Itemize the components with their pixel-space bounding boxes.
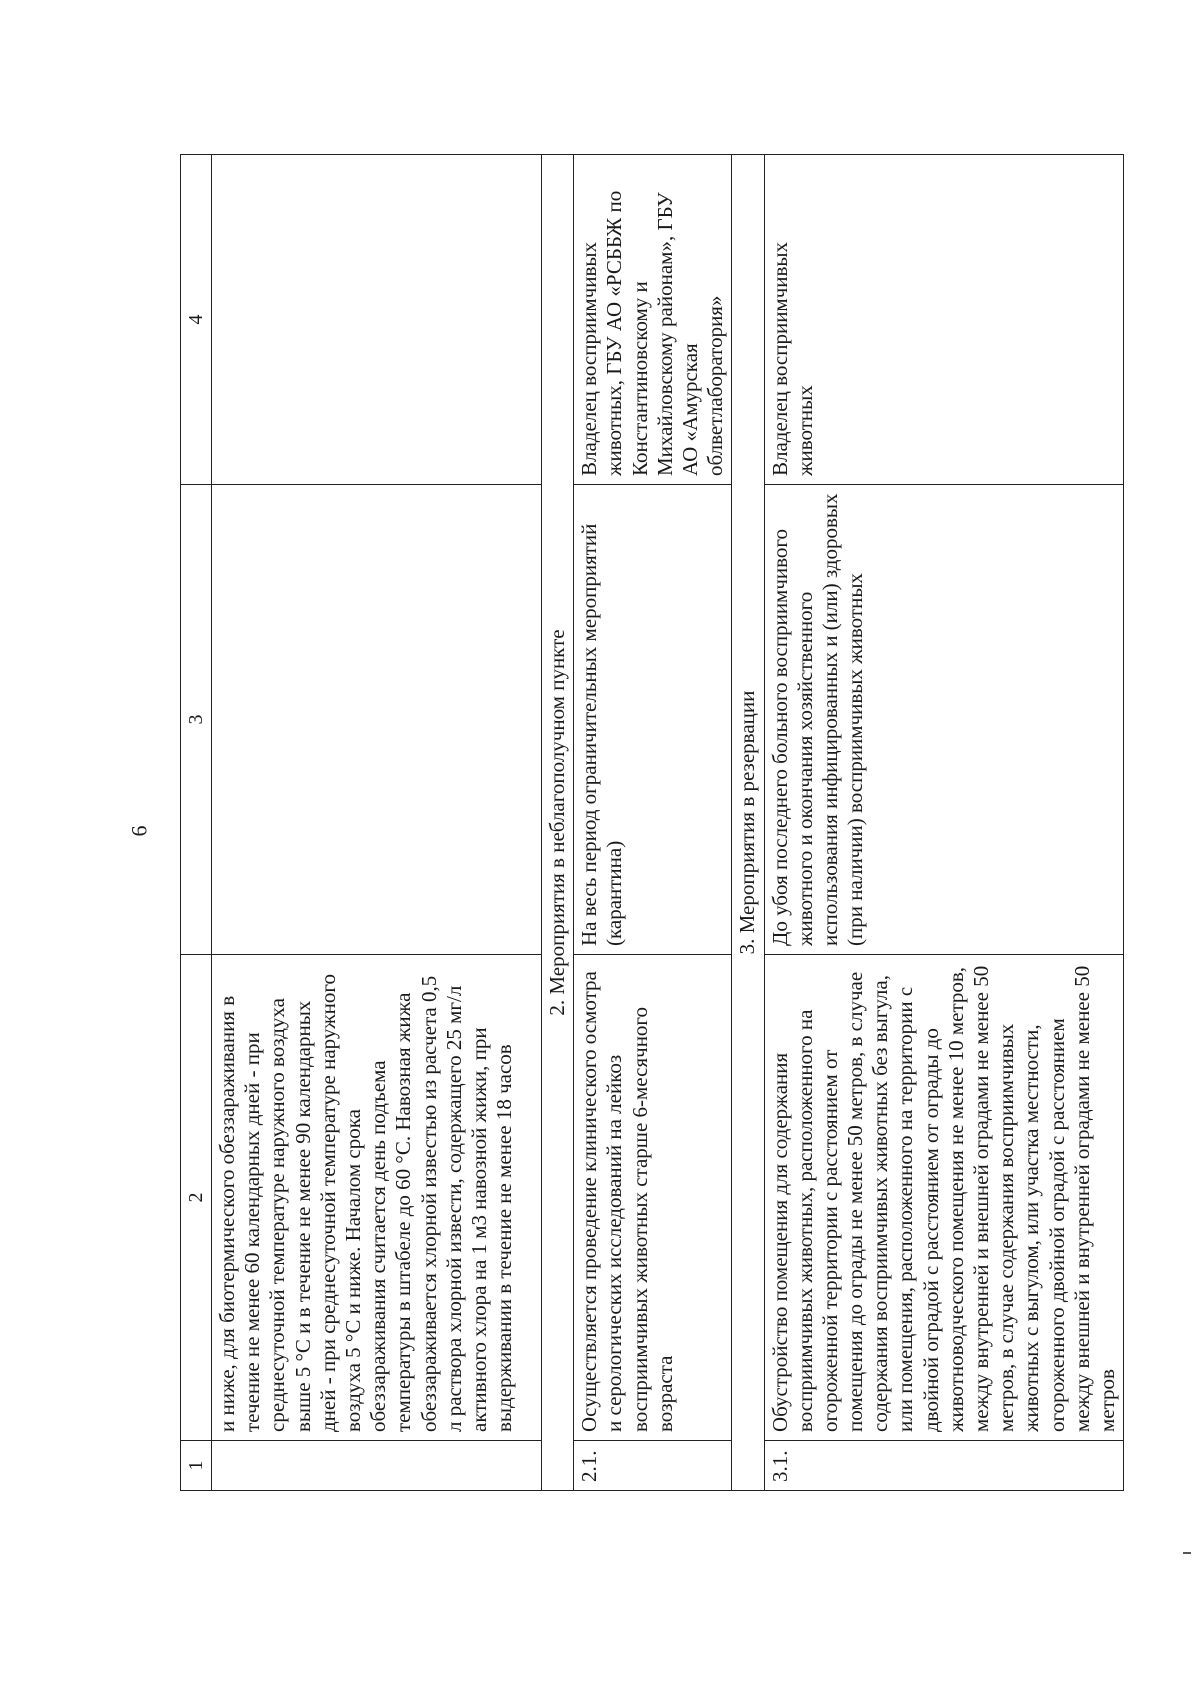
term-cell: До убоя последнего больного восприимчивого животного и окончания хозяйственного использования инфицированных и (или) здоровых (при наличии) восприимчивых животных: [764, 485, 1124, 955]
table-row: [764, 155, 1124, 1491]
term-cell: [212, 485, 542, 955]
column-header-row: [181, 155, 212, 1491]
section-title: 2. Мероприятия в неблагополучном пункте: [542, 155, 574, 1491]
rotated-table-container: [180, 155, 1119, 1491]
column-header-1: 1: [181, 1441, 212, 1491]
section-heading-row: [542, 155, 574, 1491]
column-header-3: 3: [181, 485, 212, 955]
measures-table: [180, 154, 1124, 1491]
scan-artifact-mark: [1183, 1552, 1191, 1554]
table-row-continuation: [212, 155, 542, 1491]
table-row: [574, 155, 732, 1491]
section-title: 3. Мероприятия в резервации: [732, 155, 764, 1491]
measure-cell: Обустройство помещения для содержания восприимчивых животных, расположенного на огороженной территории с расстоянием от помещения до ограды не менее 50 метров, в случае содержания восприимчивых животных без выгула, или помещения, расположенного на территории с двойной оградой с расстоянием от ограды до животноводческого помещения не менее 10 метров, между внутренней и внешней оградами не менее 50 метров, в случае содержания восприимчивых животных с выгулом, или участка местности, огороженного двойной оградой с расстоянием между внешней и внутренней оградами не менее 50 метров: [764, 955, 1124, 1441]
responsible-cell: [212, 155, 542, 485]
column-header-2: 2: [181, 955, 212, 1441]
row-number: 3.1.: [764, 1441, 1124, 1491]
row-number: [212, 1441, 542, 1491]
column-header-4: 4: [181, 155, 212, 485]
measure-cell: Осуществляется проведение клинического осмотра и серологических исследований на лейкоз восприимчивых животных старше 6-месячного возраста: [574, 955, 732, 1441]
responsible-cell: Владелец восприимчивых животных, ГБУ АО «РСББЖ по Константиновскому и Михайловскому районам», ГБУ АО «Амурская облветлаборатория»: [574, 155, 732, 485]
page-number: 6: [126, 825, 152, 837]
section-heading-row: [732, 155, 764, 1491]
responsible-cell: Владелец восприимчивых животных: [764, 155, 1124, 485]
row-number: 2.1.: [574, 1441, 732, 1491]
term-cell: На весь период ограничительных мероприятий (карантина): [574, 485, 732, 955]
measure-cell: и ниже, для биотермического обеззараживания в течение не менее 60 календарных дней - при среднесуточной температуре наружного воздуха выше 5 °С и в течение не менее 90 календарных дней - при среднесуточной температуре наружного воздуха 5 °С и ниже. Началом срока обеззараживания считается день подъема температуры в штабеле до 60 °С. Навозная жижа обеззараживается хлорной известью из расчета 0,5 л раствора хлорной извести, содержащего 25 мг/л активного хлора на 1 м3 навозной жижи, при выдерживании в течение не менее 18 часов: [212, 955, 542, 1441]
